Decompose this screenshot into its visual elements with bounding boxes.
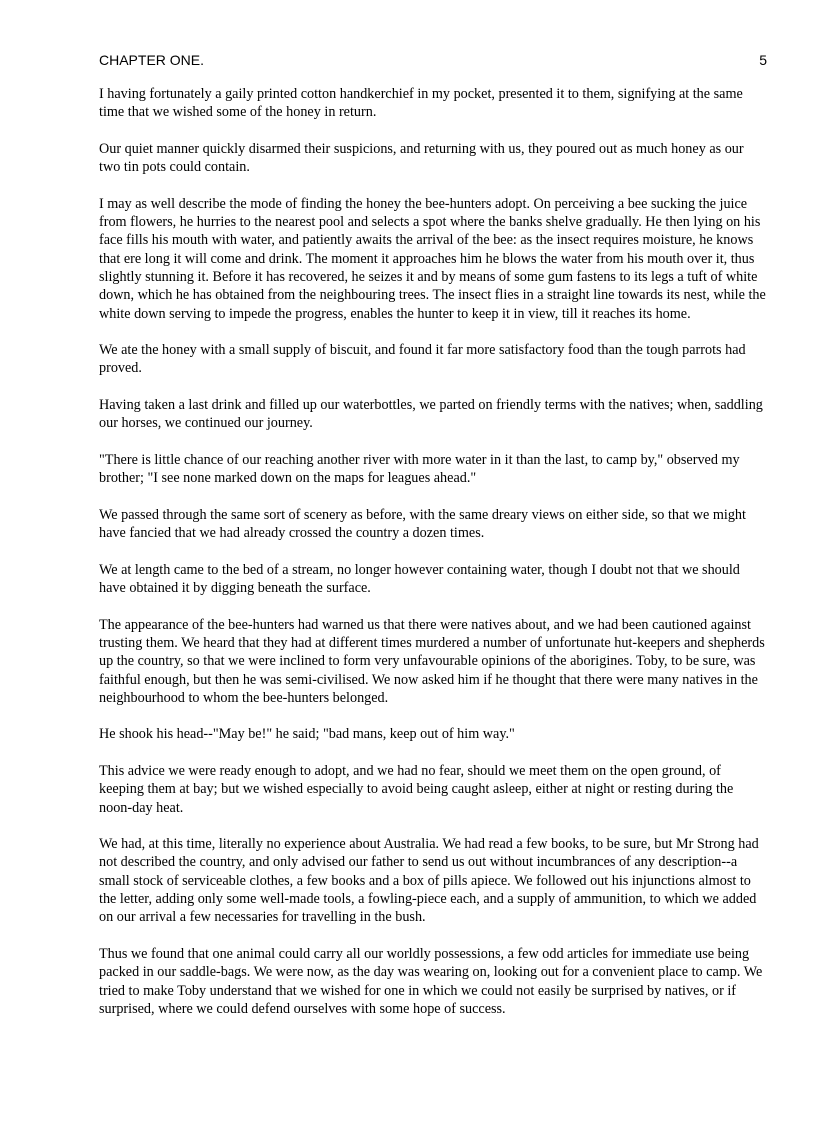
page: [99, 52, 767, 1036]
paragraph: Our quiet manner quickly disarmed their suspicions, and returning with us, they poured out as much honey as our two tin pots could contain.: [99, 140, 744, 176]
paragraph: We at length came to the bed of a stream, no longer however containing water, though I doubt not that we should have obtained it by digging beneath the surface.: [99, 561, 740, 597]
paragraph: We passed through the same sort of scenery as before, with the same dreary views on either side, so that we might have fancied that we had already crossed the country a dozen times.: [99, 506, 746, 542]
paragraph: We had, at this time, literally no experience about Australia. We had read a few books, to be sure, but Mr Strong had not described the country, and only advised our father to send us out without incumbrances of any description--a small stock of serviceable clothes, a few books and a box of pills apiece. We followed out his injunctions almost to the letter, adding only some well-made tools, a fowling-piece each, and a supply of ammunition, to which we added on our arrival a few necessaries for travelling in the bush.: [99, 836, 759, 926]
paragraph: Having taken a last drink and filled up our waterbottles, we parted on friendly terms with the natives; when, saddling our horses, we continued our journey.: [99, 397, 763, 432]
paragraph: "There is little chance of our reaching another river with more water in it than the last, to camp by," observed my brother; "I see none marked down on the maps for leagues ahead.": [99, 451, 740, 487]
paragraph: I having fortunately a gaily printed cotton handkerchief in my pocket, presented it to them, signifying at the same time that we wished some of the honey in return.: [99, 86, 743, 121]
paragraph: Thus we found that one animal could carry all our worldly possessions, a few odd articles for immediate use being packed in our saddle-bags. We were now, as the day was wearing on, looking out for a convenient place to camp. We tried to make Toby understand that we wished for one in which we could not easily be surprised by natives, or if surprised, where we could defend ourselves with some hope of success.: [99, 945, 763, 1017]
body-text: [99, 85, 767, 1018]
running-header: [99, 52, 767, 74]
paragraph: The appearance of the bee-hunters had warned us that there were natives about, and we had been cautioned against trusting them. We heard that they had at different times murdered a number of unfortunate hut-keepers and shepherds up the country, so that we were inclined to form very unfavourable opinions of the aborigines. Toby, to be sure, was faithful enough, but then he was semi-civilised. We now asked him if he thought that there were many natives in the neighbourhood to whom the bee-hunters belonged.: [99, 616, 765, 706]
paragraph: This advice we were ready enough to adopt, and we had no fear, should we meet them on the open ground, of keeping them at bay; but we wished especially to avoid being caught asleep, either at night or resting during the noon-day heat.: [99, 762, 734, 816]
paragraph: We ate the honey with a small supply of biscuit, and found it far more satisfactory food than the tough parrots had proved.: [99, 342, 746, 377]
paragraph: He shook his head--"May be!" he said; "bad mans, keep out of him way.": [99, 726, 515, 743]
page-number: 5: [759, 52, 767, 68]
paragraph: I may as well describe the mode of finding the honey the bee-hunters adopt. On perceiving a bee sucking the juice from flowers, he hurries to the nearest pool and selects a spot where the banks shelve gradually. He then lying on his face fills his mouth with water, and patiently awaits the arrival of the bee: as the insect requires moisture, he knows that ere long it will come and drink. The moment it approaches him he blows the water from his mouth over it, thus slightly stunning it. Before it has recovered, he seizes it and by means of some gum fastens to its legs a tuft of white down, which he has obtained from the neighbouring trees. The insect flies in a straight line towards its nest, while the white down serving to impede the progress, enables the hunter to keep it in view, till it reaches its home.: [99, 195, 766, 322]
chapter-title: CHAPTER ONE.: [99, 52, 205, 68]
